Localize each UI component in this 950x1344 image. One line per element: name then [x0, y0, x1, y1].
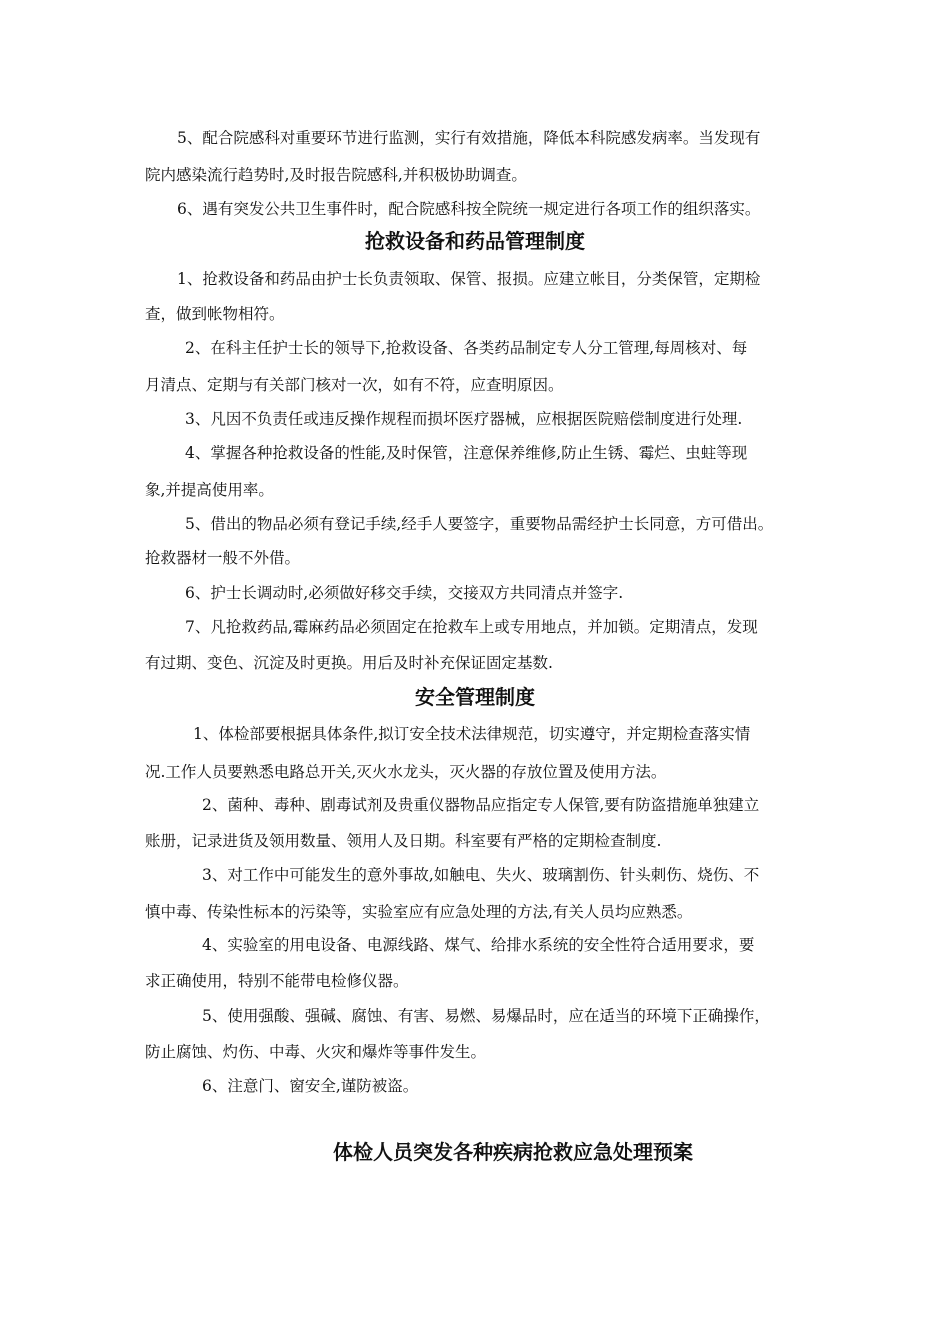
safety-section-title: 安全管理制度: [415, 685, 535, 709]
equipment-section-title: 抢救设备和药品管理制度: [365, 229, 585, 253]
equipment-item-2-line-2: 月清点、定期与有关部门核对一次，如有不符，应查明原因。: [145, 376, 564, 394]
safety-item-4-line-2: 求正确使用，特别不能带电检修仪器。: [145, 972, 409, 990]
equipment-item-1-line-2: 查，做到帐物相符。: [145, 305, 285, 323]
safety-item-3-line-2: 慎中毒、传染性标本的污染等，实验室应有应急处理的方法,有关人员均应熟悉。: [145, 903, 693, 921]
safety-item-3-line-1: 3、对工作中可能发生的意外事故,如触电、失火、玻璃割伤、针头刺伤、烧伤、不: [202, 866, 760, 884]
equipment-item-7-line-2: 有过期、变色、沉淀及时更换。用后及时补充保证固定基数.: [145, 654, 553, 672]
equipment-item-3: 3、凡因不负责任或违反操作规程而损坏医疗器械，应根据医院赔偿制度进行处理.: [185, 410, 743, 428]
equipment-item-2-line-1: 2、在科主任护士长的领导下,抢救设备、各类药品制定专人分工管理,每周核对、每: [185, 339, 748, 357]
equipment-item-7-line-1: 7、凡抢救药品,霉麻药品必须固定在抢救车上或专用地点，并加锁。定期清点，发现: [185, 618, 758, 636]
intro-item-5-line-2: 院内感染流行趋势时,及时报告院感科,并积极协助调查。: [145, 166, 527, 184]
safety-item-1-line-1: 1、体检部要根据具体条件,拟订安全技术法律规范，切实遵守，并定期检查落实情: [193, 725, 751, 743]
equipment-item-4-line-1: 4、掌握各种抢救设备的性能,及时保管，注意保养维修,防止生锈、霉烂、虫蛀等现: [185, 444, 748, 462]
safety-item-4-line-1: 4、实验室的用电设备、电源线路、煤气、给排水系统的安全性符合适用要求，要: [202, 936, 755, 954]
safety-item-5-line-1: 5、使用强酸、强碱、腐蚀、有害、易燃、易爆品时，应在适当的环境下正确操作，: [202, 1007, 770, 1025]
safety-item-2-line-2: 账册，记录进货及领用数量、领用人及日期。科室要有严格的定期检查制度.: [145, 832, 662, 850]
safety-item-6: 6、注意门、窗安全,谨防被盗。: [202, 1077, 419, 1095]
equipment-item-5-line-2: 抢救器材一般不外借。: [145, 549, 301, 567]
equipment-item-6: 6、护士长调动时,必须做好移交手续，交接双方共同清点并签字.: [185, 584, 624, 602]
equipment-item-1-line-1: 1、抢救设备和药品由护士长负责领取、保管、报损。应建立帐目，分类保管，定期检: [177, 270, 761, 288]
equipment-item-4-line-2: 象,并提高使用率。: [145, 481, 274, 499]
intro-item-5-line-1: 5、配合院感科对重要环节进行监测，实行有效措施，降低本科院感发病率。当发现有: [177, 129, 761, 147]
intro-item-6: 6、遇有突发公共卫生事件时，配合院感科按全院统一规定进行各项工作的组织落实。: [177, 200, 761, 218]
emergency-section-title: 体检人员突发各种疾病抢救应急处理预案: [333, 1140, 693, 1164]
safety-item-5-line-2: 防止腐蚀、灼伤、中毒、火灾和爆炸等事件发生。: [145, 1043, 487, 1061]
safety-item-1-line-2: 况.工作人员要熟悉电路总开关,灭火水龙头，灭火器的存放位置及使用方法。: [145, 763, 667, 781]
equipment-item-5-line-1: 5、借出的物品必须有登记手续,经手人要签字，重要物品需经护士长同意，方可借出。: [185, 515, 774, 533]
safety-item-2-line-1: 2、菌种、毒种、剧毒试剂及贵重仪器物品应指定专人保管,要有防盗措施单独建立: [202, 796, 760, 814]
